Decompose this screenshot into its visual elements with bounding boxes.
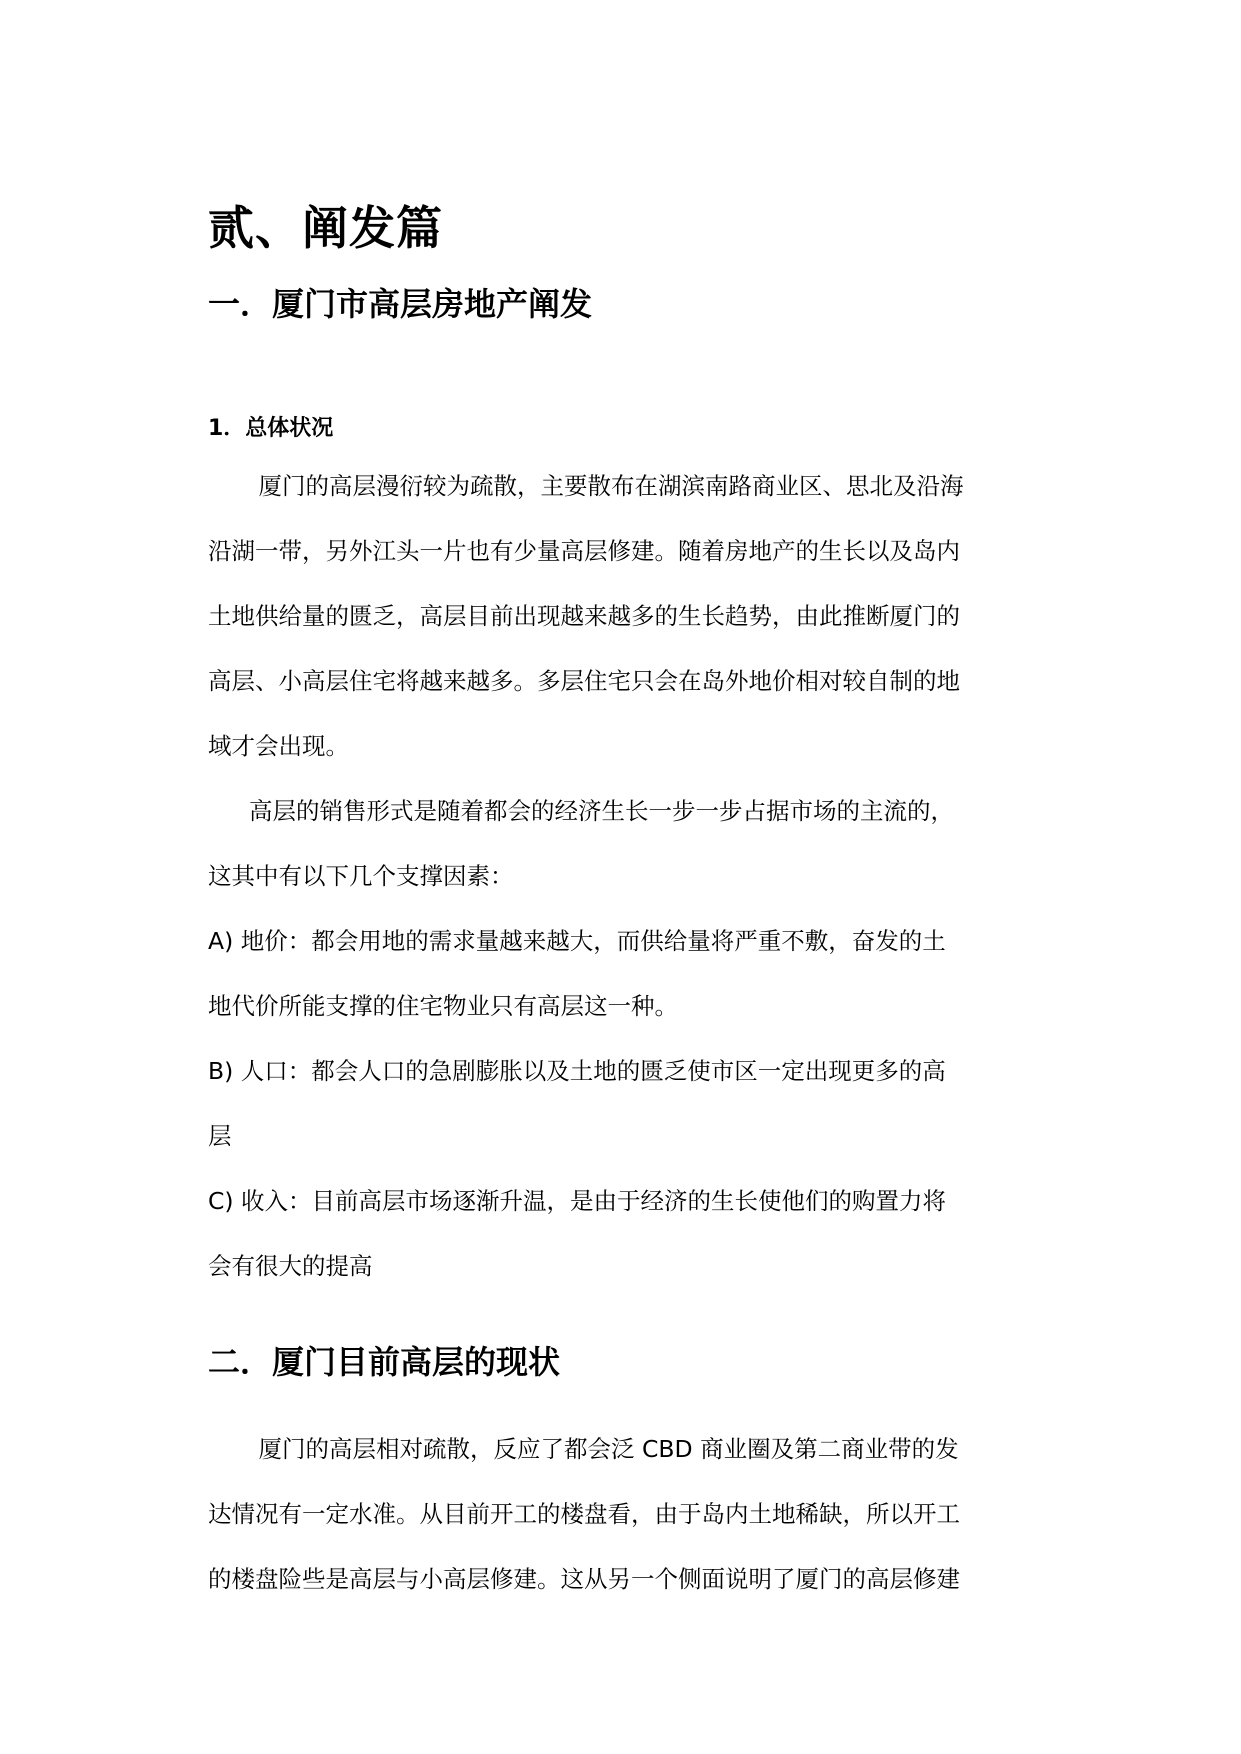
paragraph-line: 这其中有以下几个支撑因素： (208, 862, 514, 890)
list-item-b-continued: 层 (208, 1122, 232, 1150)
list-item-a: A) 地价：都会用地的需求量越来越大，而供给量将严重不敷，奋发的土 (208, 927, 946, 955)
section-title-2: 二．厦门目前高层的现状 (208, 1343, 561, 1381)
paragraph-line: 域才会出现。 (208, 732, 349, 760)
list-item-c-continued: 会有很大的提高 (208, 1252, 373, 1280)
paragraph-line: 高层、小高层住宅将越来越多。多层住宅只会在岛外地价相对较自制的地 (208, 667, 960, 695)
part-title: 贰、阐发篇 (208, 201, 443, 255)
list-item-c: C) 收入：目前高层市场逐渐升温，是由于经济的生长使他们的购置力将 (208, 1187, 947, 1215)
subsection-title: 1．总体状况 (208, 416, 334, 441)
paragraph-line: 沿湖一带，另外江头一片也有少量高层修建。随着房地产的生长以及岛内 (208, 537, 960, 565)
paragraph-line: 厦门的高层相对疏散，反应了都会泛 CBD 商业圈及第二商业带的发 (235, 1435, 959, 1463)
paragraph-line: 高层的销售形式是随着都会的经济生长一步一步占据市场的主流的， (249, 797, 954, 825)
paragraph-line: 土地供给量的匮乏，高层目前出现越来越多的生长趋势，由此推断厦门的 (208, 602, 960, 630)
list-item-b: B) 人口：都会人口的急剧膨胀以及土地的匮乏使市区一定出现更多的高 (208, 1057, 946, 1085)
list-item-a-continued: 地代价所能支撑的住宅物业只有高层这一种。 (208, 992, 678, 1020)
section-title-1: 一．厦门市高层房地产阐发 (208, 285, 593, 323)
paragraph-line: 厦门的高层漫衍较为疏散，主要散布在湖滨南路商业区、思北及沿海 (235, 472, 964, 500)
paragraph-line: 的楼盘险些是高层与小高层修建。这从另一个侧面说明了厦门的高层修建 (208, 1565, 960, 1593)
paragraph-line: 达情况有一定水准。从目前开工的楼盘看，由于岛内土地稀缺，所以开工 (208, 1500, 960, 1528)
